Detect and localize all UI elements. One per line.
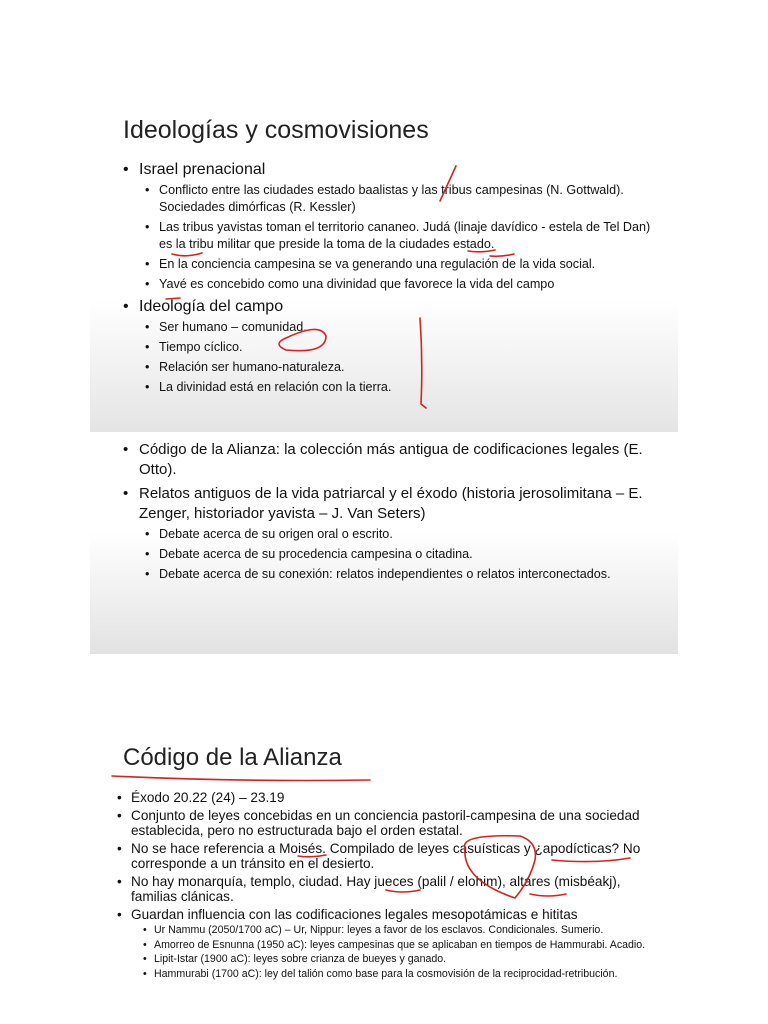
list-item: • Conflicto entre las ciudades estado baalistas y las tribus campesinas (N. Gottwald). Sociedades dimórficas (R. Kessler) <box>90 182 678 216</box>
bullet-israel-prenacional: • Israel prenacional <box>90 160 678 180</box>
list-item: • Tiempo cíclico. <box>90 339 678 356</box>
list-item: • Las tribus yavistas toman el territorio cananeo. Judá (linaje davídico - estela de Tel Dan) es la tribu militar que preside la toma de la ciudades estado. <box>90 219 678 253</box>
list-item: • Amorreo de Esnunna (1950 aC): leyes campesinas que se aplicaban en tiempos de Hammurabi. Acadio. <box>90 940 678 952</box>
list-item: • Debate acerca de su conexión: relatos independientes o relatos interconectados. <box>90 566 678 583</box>
list-item: • No hay monarquía, templo, ciudad. Hay jueces (palil / elohim), altares (misbéakj), familias clánicas. <box>90 874 678 904</box>
list-item: • Ser humano – comunidad. <box>90 319 678 336</box>
list-item: • No se hace referencia a Moisés. Compilado de leyes casuísticas y ¿apodícticas? No corresponde a un tránsito en el desierto. <box>90 841 678 871</box>
list-item: • Yavé es concebido como una divinidad que favorece la vida del campo <box>90 276 678 293</box>
list-item: • Debate acerca de su origen oral o escrito. <box>90 526 678 543</box>
list-item: • La divinidad está en relación con la tierra. <box>90 379 678 396</box>
list-item: • Conjunto de leyes concebidas en un conciencia pastoril-campesina de una sociedad establecida, pero no estructurada bajo el orden estatal. <box>90 808 678 838</box>
slide-codigo-relatos <box>90 432 678 654</box>
bullet-list <box>90 788 678 983</box>
list-item: • Relación ser humano-naturaleza. <box>90 359 678 376</box>
slide-ideologias <box>90 86 678 432</box>
list-item: • Éxodo 20.22 (24) – 23.19 <box>90 790 678 805</box>
bullet-ideologia-campo: • Ideología del campo <box>90 297 678 317</box>
bullet-relatos-antiguos: • Relatos antiguos de la vida patriarcal y el éxodo (historia jerosolimitana – E. Zenger, historiador yavista – J. Van Seters) <box>90 484 678 524</box>
slide-title: Código de la Alianza <box>123 744 342 771</box>
list-item: • Debate acerca de su procedencia campesina o citadina. <box>90 546 678 563</box>
list-item: • Guardan influencia con las codificaciones legales mesopotámicas e hititas <box>90 907 678 922</box>
list-item: • Lipit-Istar (1900 aC): leyes sobre crianza de bueyes y ganado. <box>90 954 678 966</box>
bullet-codigo-alianza: • Código de la Alianza: la colección más antigua de codificaciones legales (E. Otto). <box>90 440 678 480</box>
slide-title: Ideologías y cosmovisiones <box>123 116 429 144</box>
list-item: • Hammurabi (1700 aC): ley del talión como base para la cosmovisión de la reciprocidad-retribución. <box>90 969 678 981</box>
list-item: • Ur Nammu (2050/1700 aC) – Ur, Nippur: leyes a favor de los esclavos. Condicionales. Sumerio. <box>90 925 678 937</box>
bullet-list <box>90 436 678 586</box>
slide-codigo-alianza <box>90 730 678 1024</box>
list-item: • En la conciencia campesina se va generando una regulación de la vida social. <box>90 256 678 273</box>
bullet-list <box>90 156 678 399</box>
